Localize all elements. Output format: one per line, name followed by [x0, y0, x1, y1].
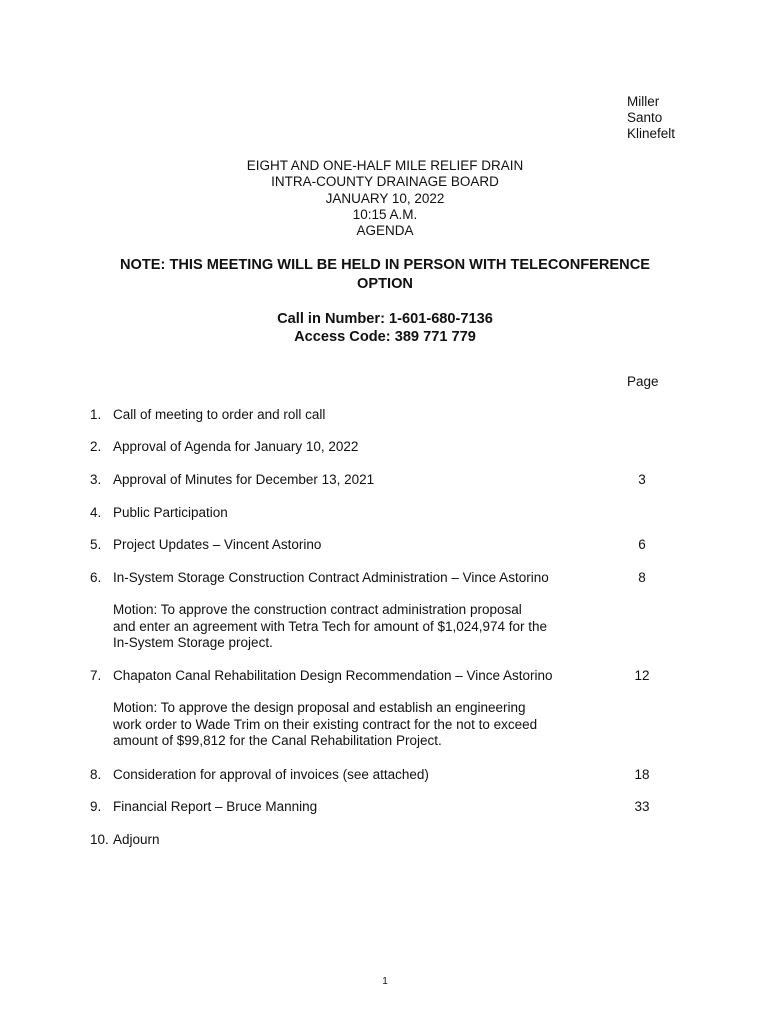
agenda-item: [90, 832, 690, 850]
call-in-info: [0, 310, 770, 346]
motion-text: [113, 602, 593, 652]
member-name: Santo: [627, 110, 663, 125]
agenda-heading: AGENDA: [356, 223, 414, 239]
agenda-item: [90, 570, 690, 588]
item-text: Approval of Minutes for December 13, 2021: [113, 472, 375, 487]
meeting-date: JANUARY 10, 2022: [325, 190, 445, 206]
item-text: Consideration for approval of invoices (see attached): [113, 767, 429, 782]
agenda-item: [90, 537, 690, 555]
item-text: Financial Report – Bruce Manning: [113, 799, 318, 814]
item-number: 9.: [90, 799, 102, 814]
item-number: 6.: [90, 570, 102, 585]
item-page: 33: [634, 799, 650, 814]
item-text: Call of meeting to order and roll call: [113, 407, 326, 422]
item-number: 1.: [90, 407, 102, 422]
item-number: 10.: [90, 832, 109, 847]
agenda-item: [90, 472, 690, 490]
motion-line: amount of $99,812 for the Canal Rehabilitation Project.: [113, 733, 442, 748]
board-members: [627, 94, 675, 142]
board-name: INTRA-COUNTY DRAINAGE BOARD: [271, 174, 499, 190]
agenda-item: [90, 439, 690, 457]
agenda-item: [90, 505, 690, 523]
agenda-title-block: [0, 158, 770, 239]
item-page: 18: [634, 767, 650, 782]
motion-text: [113, 700, 593, 750]
call-in-number: Call in Number: 1-601-680-7136: [277, 311, 493, 327]
motion-line: Motion: To approve the construction contract administration proposal: [113, 602, 522, 617]
item-page: 12: [634, 668, 650, 683]
footer-page-number: 1: [382, 976, 388, 987]
agenda-item: [90, 407, 690, 425]
item-text: Public Participation: [113, 505, 228, 520]
item-text: In-System Storage Construction Contract Administration – Vince Astorino: [113, 570, 549, 585]
access-code: Access Code: 389 771 779: [294, 329, 476, 345]
item-page: 6: [638, 537, 646, 552]
note-line: NOTE: THIS MEETING WILL BE HELD IN PERSON WITH TELECONFERENCE: [120, 257, 650, 273]
motion-line: and enter an agreement with Tetra Tech for amount of $1,024,974 for the: [113, 618, 548, 634]
item-text: Chapaton Canal Rehabilitation Design Recommendation – Vince Astorino: [113, 668, 553, 683]
agenda-item: [90, 799, 690, 817]
page-column-header: Page: [627, 374, 659, 389]
motion-line: In-System Storage project.: [113, 635, 273, 650]
item-number: 5.: [90, 537, 102, 552]
meeting-note: [0, 256, 770, 294]
item-number: 3.: [90, 472, 102, 487]
motion-line: Motion: To approve the design proposal and establish an engineering: [113, 700, 526, 715]
item-text: Project Updates – Vincent Astorino: [113, 537, 322, 552]
note-line: OPTION: [357, 276, 413, 292]
agenda-item: [90, 668, 690, 686]
drain-name: EIGHT AND ONE-HALF MILE RELIEF DRAIN: [246, 158, 524, 173]
agenda-item: [90, 767, 690, 785]
item-page: 3: [638, 472, 646, 487]
item-number: 7.: [90, 668, 102, 683]
meeting-time: 10:15 A.M.: [352, 206, 418, 222]
item-number: 8.: [90, 767, 102, 782]
item-number: 4.: [90, 505, 102, 520]
member-name: Miller: [627, 94, 660, 109]
item-page: 8: [638, 570, 646, 585]
member-name: Klinefelt: [627, 126, 676, 141]
item-text: Approval of Agenda for January 10, 2022: [113, 439, 359, 454]
item-number: 2.: [90, 439, 102, 454]
item-text: Adjourn: [113, 832, 160, 847]
motion-line: work order to Wade Trim on their existing contract for the not to exceed: [113, 716, 538, 732]
